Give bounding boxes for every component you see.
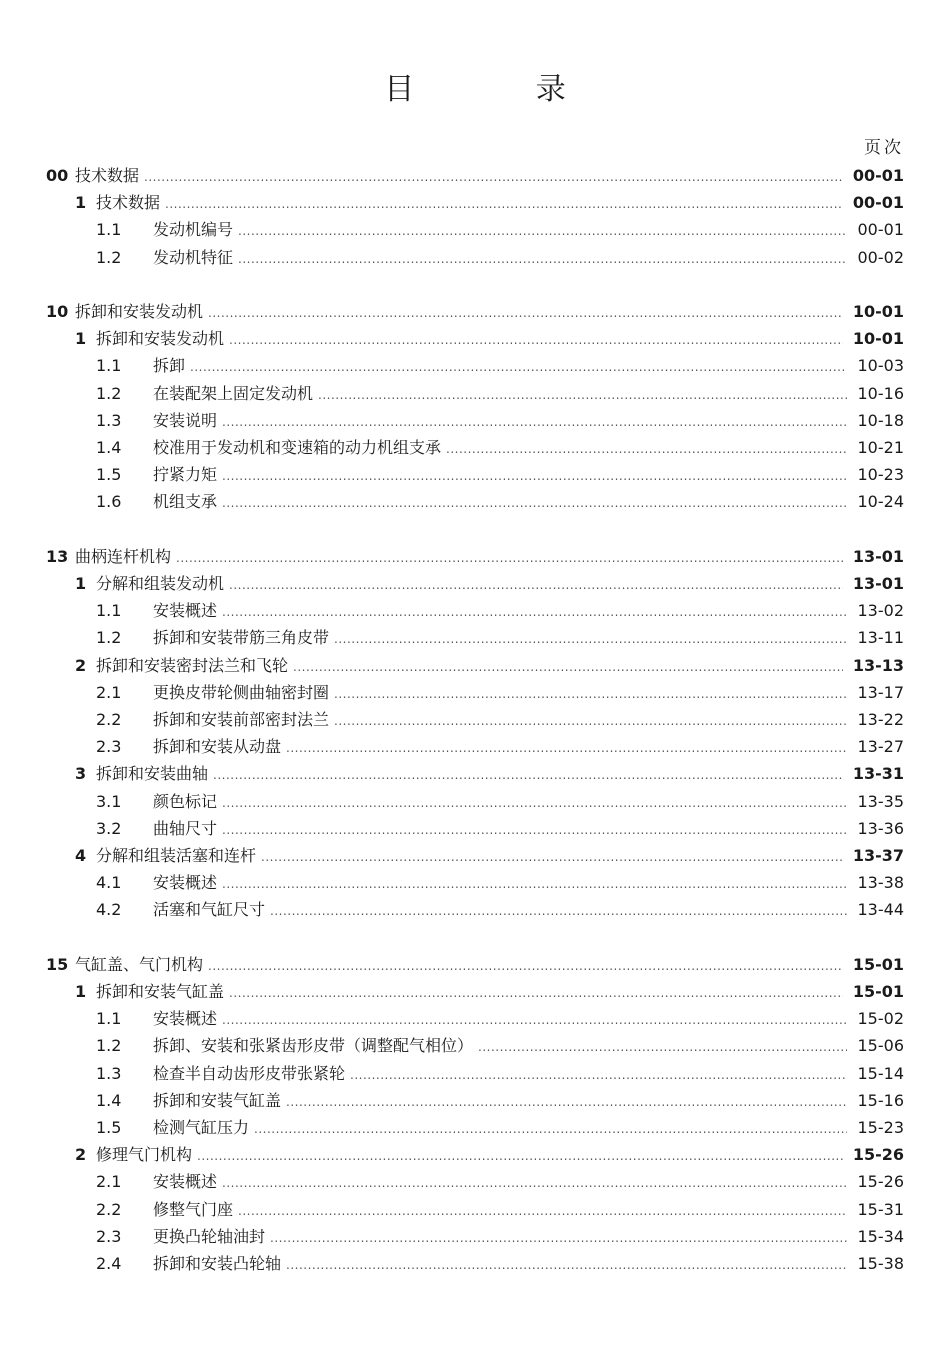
toc-entry-title: 更换凸轮轴油封 bbox=[153, 1226, 266, 1246]
toc-entry-title: 分解和组装发动机 bbox=[96, 574, 225, 593]
toc-entry-title: 技术数据 bbox=[96, 193, 161, 213]
toc-entry-page: 13-17 bbox=[857, 682, 904, 702]
toc-entry-number: 1.1 bbox=[96, 1009, 122, 1029]
toc-entry-number: 2 bbox=[75, 1145, 87, 1165]
toc-entry-number: 1 bbox=[75, 329, 87, 349]
toc-entry-page: 15-26 bbox=[852, 1145, 904, 1165]
toc-entry-title: 检查半自动齿形皮带张紧轮 bbox=[153, 1063, 346, 1083]
toc-entry-page: 13-01 bbox=[852, 546, 904, 566]
dot-leader bbox=[222, 869, 847, 896]
toc-entry[interactable] bbox=[0, 162, 950, 189]
toc-entry-number: 1 bbox=[75, 982, 87, 1001]
toc-entry-title: 气缸盖、气门机构 bbox=[75, 954, 204, 974]
toc-entry[interactable] bbox=[0, 380, 950, 407]
toc-entry-number: 1.1 bbox=[96, 601, 122, 621]
toc-entry[interactable] bbox=[0, 244, 950, 271]
dot-leader bbox=[286, 733, 847, 760]
toc-entry-number: 1.3 bbox=[96, 410, 122, 430]
toc-entry-title: 在装配架上固定发动机 bbox=[153, 383, 314, 403]
toc-entry-page: 00-01 bbox=[852, 193, 904, 213]
toc-entry-page: 15-01 bbox=[852, 954, 904, 974]
toc-entry-title: 安装概述 bbox=[153, 601, 218, 621]
toc-entry-page: 15-38 bbox=[857, 1254, 904, 1273]
toc-entry[interactable] bbox=[0, 896, 950, 923]
toc-entry-page: 10-03 bbox=[857, 356, 904, 376]
toc-entry-number: 1.2 bbox=[96, 628, 122, 648]
toc-entry[interactable] bbox=[0, 869, 950, 896]
toc-entry[interactable] bbox=[0, 1196, 950, 1223]
dot-leader bbox=[270, 896, 847, 923]
toc-entry-page: 13-13 bbox=[852, 655, 904, 675]
dot-leader bbox=[165, 189, 843, 216]
toc-entry-number: 2.1 bbox=[96, 682, 122, 702]
toc-entry-number: 2.1 bbox=[96, 1172, 122, 1192]
toc-entry[interactable] bbox=[0, 1168, 950, 1195]
toc-entry-number: 1.1 bbox=[96, 356, 122, 376]
toc-entry-number: 1.5 bbox=[96, 1118, 122, 1137]
toc-entry[interactable] bbox=[0, 1032, 950, 1059]
toc-entry-title: 发动机特征 bbox=[153, 247, 234, 267]
toc-entry[interactable] bbox=[0, 434, 950, 461]
toc-entry-page: 13-36 bbox=[857, 818, 904, 838]
toc-entry[interactable] bbox=[0, 1005, 950, 1032]
toc-entry-number: 1.4 bbox=[96, 438, 122, 457]
toc-entry[interactable] bbox=[0, 488, 950, 515]
toc-entry-page: 15-14 bbox=[857, 1063, 904, 1083]
toc-entry-title: 拆卸和安装发动机 bbox=[75, 302, 204, 321]
toc-entry-number: 4.2 bbox=[96, 900, 122, 920]
toc-entry-title: 拆卸和安装气缸盖 bbox=[153, 1090, 282, 1110]
toc-entry[interactable] bbox=[0, 733, 950, 760]
dot-leader bbox=[229, 978, 843, 1005]
toc-entry-page: 13-44 bbox=[857, 900, 904, 920]
dot-leader bbox=[254, 1114, 847, 1141]
page-column-header: 页次 bbox=[864, 138, 904, 158]
toc-entry-number: 1.2 bbox=[96, 1036, 122, 1056]
toc-entry[interactable] bbox=[0, 298, 950, 325]
toc-entry[interactable] bbox=[0, 1250, 950, 1277]
dot-leader bbox=[208, 951, 843, 978]
toc-entry-number: 10 bbox=[46, 302, 69, 321]
toc-entry-title: 安装概述 bbox=[153, 873, 218, 893]
dot-leader bbox=[222, 461, 847, 488]
toc-entry-page: 13-31 bbox=[852, 764, 904, 784]
toc-entry-title: 颜色标记 bbox=[153, 791, 218, 811]
dot-leader bbox=[238, 216, 847, 243]
toc-entry-page: 10-18 bbox=[857, 410, 904, 430]
toc-entry-number: 1 bbox=[75, 193, 87, 213]
toc-entry[interactable] bbox=[0, 951, 950, 978]
toc-entry-title: 分解和组装活塞和连杆 bbox=[96, 846, 257, 865]
toc-entry[interactable] bbox=[0, 543, 950, 570]
toc-entry-title: 拆卸和安装气缸盖 bbox=[96, 982, 225, 1001]
toc-entry-page: 15-16 bbox=[857, 1090, 904, 1110]
page-title: 目 录 bbox=[384, 72, 622, 107]
toc-entry-number: 2.3 bbox=[96, 1226, 122, 1246]
dot-leader bbox=[446, 434, 847, 461]
dot-leader bbox=[222, 597, 847, 624]
toc-entry-page: 10-16 bbox=[857, 383, 904, 403]
toc-entry[interactable] bbox=[0, 679, 950, 706]
toc-entry[interactable] bbox=[0, 352, 950, 379]
dot-leader bbox=[334, 706, 847, 733]
toc-entry-title: 拆卸和安装发动机 bbox=[96, 329, 225, 349]
toc-entry-title: 检测气缸压力 bbox=[153, 1118, 250, 1137]
toc-entry-number: 2.2 bbox=[96, 1199, 122, 1219]
toc-entry-page: 15-34 bbox=[857, 1226, 904, 1246]
toc-entry-page: 00-01 bbox=[852, 166, 904, 185]
toc-entry[interactable] bbox=[0, 706, 950, 733]
toc-entry-title: 曲轴尺寸 bbox=[153, 818, 218, 838]
toc-entry-title: 校准用于发动机和变速箱的动力机组支承 bbox=[153, 438, 442, 457]
toc-entry-page: 00-02 bbox=[857, 247, 904, 267]
toc-entry-page: 15-01 bbox=[852, 982, 904, 1001]
dot-leader bbox=[286, 1087, 847, 1114]
dot-leader bbox=[197, 1141, 843, 1168]
toc-entry[interactable] bbox=[0, 1087, 950, 1114]
dot-leader bbox=[334, 624, 847, 651]
toc-entry[interactable] bbox=[0, 216, 950, 243]
toc-entry-number: 1.4 bbox=[96, 1090, 122, 1110]
toc-entry-number: 2.2 bbox=[96, 710, 122, 729]
toc-entry-title: 修理气门机构 bbox=[96, 1145, 193, 1165]
toc-entry-number: 2 bbox=[75, 655, 87, 675]
toc-entry-title: 安装概述 bbox=[153, 1009, 218, 1029]
toc-entry-number: 1.2 bbox=[96, 247, 122, 267]
toc-entry-page: 13-35 bbox=[857, 791, 904, 811]
toc-entry-number: 3.1 bbox=[96, 791, 122, 811]
dot-leader bbox=[350, 1060, 847, 1087]
toc-entry-page: 10-23 bbox=[857, 465, 904, 485]
toc-entry[interactable] bbox=[0, 407, 950, 434]
toc-entry-number: 15 bbox=[46, 954, 69, 974]
toc-entry-number: 1 bbox=[75, 574, 87, 593]
toc-entry-page: 15-06 bbox=[857, 1036, 904, 1056]
toc-entry-number: 1.6 bbox=[96, 492, 122, 512]
toc-entry[interactable] bbox=[0, 461, 950, 488]
toc-entry[interactable] bbox=[0, 325, 950, 352]
toc-entry-title: 拧紧力矩 bbox=[153, 465, 218, 485]
dot-leader bbox=[286, 1250, 847, 1277]
toc-entry-page: 15-31 bbox=[857, 1199, 904, 1219]
toc-entry[interactable] bbox=[0, 1223, 950, 1250]
toc-entry-number: 00 bbox=[46, 166, 69, 185]
dot-leader bbox=[190, 352, 847, 379]
toc-entry-title: 拆卸、安装和张紧齿形皮带（调整配气相位） bbox=[153, 1036, 474, 1056]
toc-entry-number: 1.5 bbox=[96, 465, 122, 485]
toc-entry-title: 更换皮带轮侧曲轴密封圈 bbox=[153, 682, 330, 702]
toc-entry-title: 技术数据 bbox=[75, 166, 140, 185]
toc-entry[interactable] bbox=[0, 624, 950, 651]
toc-entry-number: 1.1 bbox=[96, 220, 122, 240]
toc-entry[interactable] bbox=[0, 815, 950, 842]
toc-entry-page: 10-21 bbox=[857, 438, 904, 457]
toc-entry-title: 发动机编号 bbox=[153, 220, 234, 240]
dot-leader bbox=[318, 380, 847, 407]
toc-entry-title: 机组支承 bbox=[153, 492, 218, 512]
toc-entry-title: 安装说明 bbox=[153, 410, 218, 430]
dot-leader bbox=[334, 679, 847, 706]
toc-entry-page: 15-23 bbox=[857, 1118, 904, 1137]
dot-leader bbox=[238, 244, 847, 271]
toc-entry[interactable] bbox=[0, 570, 950, 597]
toc-entry[interactable] bbox=[0, 189, 950, 216]
dot-leader bbox=[222, 788, 847, 815]
toc-entry-title: 拆卸 bbox=[153, 356, 186, 376]
dot-leader bbox=[293, 652, 843, 679]
dot-leader bbox=[222, 1168, 847, 1195]
toc-entry[interactable] bbox=[0, 978, 950, 1005]
dot-leader bbox=[222, 407, 847, 434]
toc-entry-page: 13-02 bbox=[857, 601, 904, 621]
toc-entry-title: 拆卸和安装凸轮轴 bbox=[153, 1254, 282, 1273]
toc-entry[interactable] bbox=[0, 760, 950, 787]
toc-entry-title: 拆卸和安装带筋三角皮带 bbox=[153, 628, 330, 648]
dot-leader bbox=[229, 325, 843, 352]
toc-entry-number: 4.1 bbox=[96, 873, 122, 893]
toc-entry-page: 00-01 bbox=[857, 220, 904, 240]
toc-entry-number: 3.2 bbox=[96, 818, 122, 838]
toc-entry-number: 1.2 bbox=[96, 383, 122, 403]
toc-entry-page: 13-01 bbox=[852, 574, 904, 593]
dot-leader bbox=[229, 570, 843, 597]
toc-entry-title: 拆卸和安装从动盘 bbox=[153, 737, 282, 757]
toc-entry-title: 拆卸和安装曲轴 bbox=[96, 764, 209, 784]
toc-entry-title: 拆卸和安装密封法兰和飞轮 bbox=[96, 655, 289, 675]
dot-leader bbox=[213, 760, 843, 787]
toc-entry[interactable] bbox=[0, 842, 950, 869]
dot-leader bbox=[478, 1032, 847, 1059]
toc-entry[interactable] bbox=[0, 597, 950, 624]
toc-entry-page: 13-38 bbox=[857, 873, 904, 893]
toc-entry-title: 安装概述 bbox=[153, 1172, 218, 1192]
toc-entry[interactable] bbox=[0, 788, 950, 815]
toc-entry-page: 13-37 bbox=[852, 846, 904, 865]
toc-entry[interactable] bbox=[0, 1060, 950, 1087]
toc-entry-title: 修整气门座 bbox=[153, 1199, 234, 1219]
toc-entry[interactable] bbox=[0, 652, 950, 679]
toc-entry-number: 2.4 bbox=[96, 1254, 122, 1273]
toc-entry-number: 1.3 bbox=[96, 1063, 122, 1083]
toc-entry-title: 活塞和气缸尺寸 bbox=[153, 900, 266, 920]
toc-entry-title: 拆卸和安装前部密封法兰 bbox=[153, 710, 330, 729]
toc-entry-page: 10-01 bbox=[852, 329, 904, 349]
dot-leader bbox=[208, 298, 843, 325]
toc-entry-title: 曲柄连杆机构 bbox=[75, 546, 172, 566]
dot-leader bbox=[144, 162, 843, 189]
dot-leader bbox=[270, 1223, 847, 1250]
toc-entry[interactable] bbox=[0, 1114, 950, 1141]
toc-entry-number: 13 bbox=[46, 546, 69, 566]
dot-leader bbox=[261, 842, 843, 869]
toc-entry-page: 13-27 bbox=[857, 737, 904, 757]
toc-entry-page: 13-11 bbox=[857, 628, 904, 648]
toc-entry-number: 4 bbox=[75, 846, 87, 865]
dot-leader bbox=[222, 488, 847, 515]
dot-leader bbox=[222, 1005, 847, 1032]
toc-entry-page: 10-01 bbox=[852, 302, 904, 321]
dot-leader bbox=[222, 815, 847, 842]
toc-entry-page: 13-22 bbox=[857, 710, 904, 729]
toc-entry-number: 2.3 bbox=[96, 737, 122, 757]
toc-entry[interactable] bbox=[0, 1141, 950, 1168]
toc-entry-page: 15-26 bbox=[857, 1172, 904, 1192]
toc-entry-number: 3 bbox=[75, 764, 87, 784]
toc-entry-page: 15-02 bbox=[857, 1009, 904, 1029]
dot-leader bbox=[238, 1196, 847, 1223]
dot-leader bbox=[176, 543, 843, 570]
toc-entry-page: 10-24 bbox=[857, 492, 904, 512]
